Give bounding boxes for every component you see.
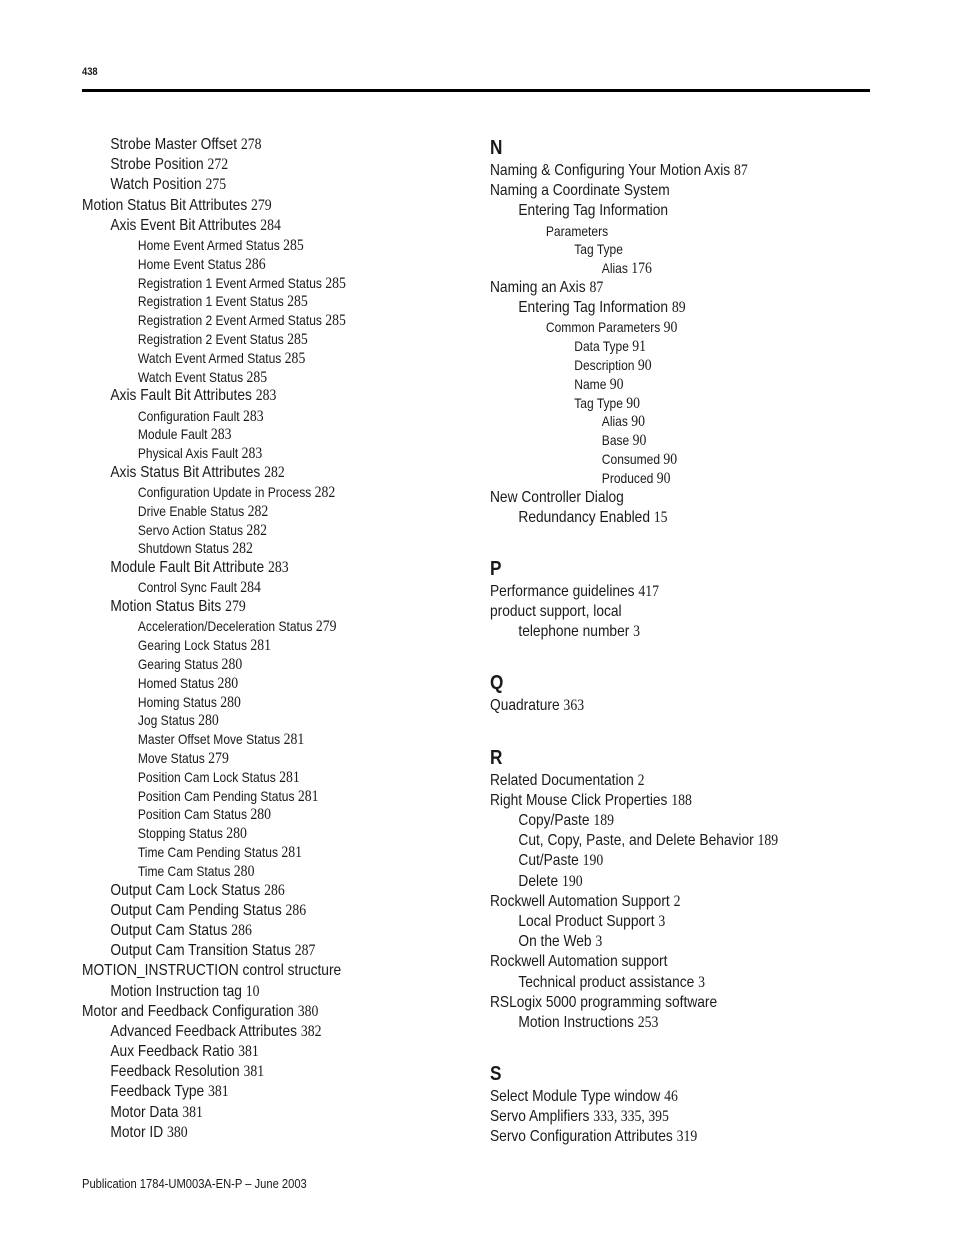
index-entry-text: On the Web: [518, 933, 592, 951]
index-entry-page: 282: [247, 502, 269, 520]
index-entry-page: 189: [593, 812, 614, 829]
index-entry: [490, 1127, 817, 1147]
index-entry-text: Tag Type: [574, 241, 623, 258]
index-entry: [490, 952, 817, 972]
index-entry-page: 286: [264, 881, 285, 899]
index-entry-text: Registration 1 Event Status: [137, 293, 284, 310]
index-entry: [82, 558, 426, 578]
index-entry-text: Master Offset Move Status: [137, 731, 281, 748]
index-entry-page: 280: [221, 656, 243, 674]
index-entry: [490, 298, 817, 318]
index-entry: [490, 1013, 817, 1033]
index-entry-text: Motion Status Bits: [110, 598, 222, 616]
index-entry: [82, 311, 426, 330]
index-entry-page: 286: [285, 901, 307, 919]
index-entry: [82, 1022, 426, 1042]
index-entry-text: Description: [574, 356, 635, 373]
index-entry-page: 281: [250, 637, 271, 655]
publication-footer: Publication 1784-UM003A-EN-P – June 2003: [82, 1176, 307, 1191]
index-section-letter: R: [490, 746, 503, 769]
index-entry-text: Servo Configuration Attributes: [490, 1128, 673, 1146]
index-entry-text: Local Product Support: [518, 912, 655, 930]
index-entry-page: 176: [631, 260, 652, 278]
index-entry-page: 287: [294, 942, 316, 960]
index-entry-page: 283: [267, 559, 289, 577]
index-section-letter: Q: [490, 672, 504, 695]
index-entry-text: product support, local: [490, 603, 622, 621]
index-entry-page: 381: [182, 1103, 203, 1121]
index-entry-text: Output Cam Pending Status: [110, 901, 282, 919]
index-entry: [82, 843, 426, 862]
index-entry: [490, 696, 817, 716]
index-entry-text: Jog Status: [137, 712, 195, 729]
index-entry: [82, 901, 426, 921]
index-entry-text: Gearing Status: [137, 656, 219, 673]
index-entry-text: Technical product assistance: [518, 973, 695, 991]
index-entry-page: 286: [231, 921, 252, 939]
index-entry: [82, 274, 426, 293]
index-entry-text: Servo Action Status: [137, 521, 243, 538]
index-entry: [490, 278, 817, 298]
index-entry: [82, 236, 426, 255]
index-entry: [82, 617, 426, 636]
index-entry: [490, 508, 817, 528]
index-entry-page: 283: [241, 445, 263, 463]
index-entry: [82, 135, 426, 155]
index-entry-page: 2: [637, 771, 645, 789]
index-entry: [490, 973, 817, 993]
section-gap: [490, 1033, 870, 1061]
index-entry-text: Control Sync Fault: [137, 579, 237, 596]
index-entry: [82, 444, 426, 463]
index-entry-text: Stopping Status: [137, 825, 223, 842]
index-entry-page: 3: [595, 933, 603, 951]
index-entry-page: 285: [325, 274, 346, 292]
index-entry-page: 282: [264, 463, 285, 481]
index-entry: [490, 201, 817, 221]
index-entry: [490, 892, 817, 912]
index-entry-page: 253: [637, 1013, 659, 1031]
index-entry: [82, 749, 426, 768]
index-entry-page: 272: [207, 156, 229, 174]
section-gap: [490, 528, 870, 556]
index-entry-text: Motor Data: [110, 1103, 179, 1121]
index-entry: [490, 318, 817, 337]
index-entry: [490, 582, 817, 602]
index-entry-page: 283: [210, 426, 232, 444]
index-entry-page: 280: [250, 806, 271, 824]
index-entry-text: Motion Status Bit Attributes: [82, 196, 248, 214]
index-entry-page: 282: [232, 540, 253, 558]
index-entry-page: 363: [563, 697, 585, 715]
index-entry-page: 90: [631, 413, 646, 431]
index-entry: [82, 655, 426, 674]
index-entry-page: 278: [240, 136, 262, 153]
index-entry-text: Strobe Master Offset: [110, 136, 238, 153]
index-entry-text: Homed Status: [137, 674, 215, 691]
index-entry: [82, 1062, 426, 1082]
index-entry-text: Position Cam Lock Status: [137, 768, 276, 785]
index-entry: [82, 1103, 426, 1123]
index-entry: [490, 337, 817, 356]
index-entry-page: 281: [281, 844, 302, 861]
index-entry-page: 319: [676, 1128, 698, 1146]
index-entry-text: Related Documentation: [490, 771, 634, 789]
index-entry: [82, 292, 426, 311]
index-entry-text: Time Cam Pending Status: [137, 844, 278, 860]
index-entry-page: 282: [314, 484, 336, 502]
index-section-letter: S: [490, 1063, 502, 1086]
index-entry-text: Delete: [518, 872, 559, 890]
index-entry-page: 285: [283, 236, 304, 254]
index-entry: [82, 349, 426, 368]
index-entry-text: Servo Amplifiers: [490, 1108, 590, 1126]
index-entry-text: Cut/Paste: [518, 852, 579, 870]
index-entry-text: Rockwell Automation Support: [490, 892, 670, 910]
index-entry: [490, 450, 817, 469]
index-entry-text: RSLogix 5000 programming software: [490, 993, 718, 1011]
index-entry-page: 283: [255, 387, 277, 405]
index-entry-page: 87: [589, 278, 604, 296]
index-entry: [490, 259, 817, 278]
index-right-column: [490, 135, 870, 1148]
index-entry-text: Shutdown Status: [137, 540, 229, 557]
index-entry: [82, 1002, 426, 1022]
index-entry-page: 190: [582, 852, 604, 870]
index-entry-page: 281: [297, 787, 319, 805]
index-entry: [490, 240, 817, 259]
index-entry: [82, 330, 426, 349]
index-entry-text: Base: [601, 432, 630, 449]
index-entry-text: Watch Event Status: [137, 368, 244, 385]
section-gap: [490, 717, 870, 745]
index-entry-page: 2: [673, 892, 681, 910]
index-entry-text: Motion Instruction tag: [110, 982, 242, 1000]
index-entry-page: 15: [653, 508, 668, 526]
index-entry: [490, 412, 817, 431]
index-entry-text: Physical Axis Fault: [137, 445, 239, 462]
index-entry-text: Position Cam Status: [137, 806, 247, 823]
index-entry-text: Module Fault: [137, 426, 208, 443]
index-entry-page: 285: [246, 368, 268, 386]
index-entry-page: 333, 335, 395: [593, 1108, 669, 1126]
index-entry-text: Acceleration/Deceleration Status: [137, 618, 313, 635]
index-entry: [490, 1107, 817, 1127]
index-entry-text: Copy/Paste: [518, 812, 590, 829]
index-entry: [490, 488, 817, 508]
index-entry-page: 285: [287, 330, 308, 348]
index-entry: [490, 431, 817, 450]
index-entry: [82, 425, 426, 444]
index-entry-page: 280: [198, 712, 219, 730]
index-entry-text: Aux Feedback Ratio: [110, 1043, 235, 1061]
index-entry: [490, 993, 817, 1013]
index-entry: [490, 932, 817, 952]
index-entry-text: Registration 1 Event Armed Status: [137, 274, 322, 291]
index-entry: [490, 771, 817, 791]
index-entry: [82, 862, 426, 881]
index-entry-text: Naming a Coordinate System: [490, 182, 670, 200]
index-entry-page: 283: [242, 407, 264, 425]
index-entry-text: Motion Instructions: [518, 1013, 634, 1031]
index-entry-text: Cut, Copy, Paste, and Delete Behavior: [518, 832, 754, 850]
index-entry-text: Watch Event Armed Status: [137, 349, 282, 366]
index-entry-text: Produced: [601, 469, 654, 486]
index-entry-text: Right Mouse Click Properties: [490, 791, 668, 809]
index-entry-text: Home Event Status: [137, 255, 242, 272]
index-entry-page: 90: [609, 375, 624, 393]
index-entry-text: Feedback Type: [110, 1083, 205, 1101]
index-entry: [82, 674, 426, 693]
index-entry-page: 10: [245, 982, 260, 1000]
index-entry: [82, 386, 426, 406]
index-entry-page: 279: [208, 750, 229, 768]
index-entry: [490, 375, 817, 394]
index-entry-text: Redundancy Enabled: [518, 508, 650, 526]
index-entry: [490, 622, 817, 642]
index-entry: [82, 539, 426, 558]
index-entry-page: 281: [283, 731, 305, 749]
index-entry-text: Watch Position: [110, 176, 202, 194]
page-number: 438: [82, 66, 98, 78]
index-entry-text: Output Cam Status: [110, 921, 228, 939]
index-entry: [82, 578, 426, 597]
index-entry-page: 3: [698, 973, 706, 991]
index-entry-text: Motor ID: [110, 1123, 164, 1141]
index-entry-text: Drive Enable Status: [137, 502, 245, 519]
index-entry-text: Naming & Configuring Your Motion Axis: [490, 162, 731, 179]
index-entry-page: 285: [284, 349, 306, 367]
index-entry: [82, 175, 426, 195]
index-entry: [490, 872, 817, 892]
index-entry-text: Module Fault Bit Attribute: [110, 559, 265, 577]
index-entry-text: Feedback Resolution: [110, 1063, 240, 1081]
index-entry: [490, 791, 817, 811]
index-entry: [490, 912, 817, 932]
index-entry-page: 380: [166, 1123, 188, 1141]
index-entry: [490, 181, 817, 201]
index-entry-page: 90: [656, 469, 671, 487]
index-entry-page: 286: [244, 255, 266, 273]
index-entry-text: Home Event Armed Status: [137, 236, 280, 253]
index-entry-page: 284: [260, 216, 281, 234]
index-entry: [82, 941, 426, 961]
index-entry: [82, 730, 426, 749]
index-entry-text: Parameters: [545, 222, 609, 239]
index-entry: [82, 407, 426, 426]
header-rule: [82, 89, 870, 92]
index-entry-text: Configuration Fault: [137, 407, 240, 424]
index-entry: [82, 921, 426, 941]
index-entry: [82, 255, 426, 274]
index-entry: [82, 805, 426, 824]
index-entry-page: 90: [632, 432, 647, 450]
index-entry: [490, 831, 817, 851]
index-entry: [82, 881, 426, 901]
index-entry: [82, 155, 426, 175]
index-entry: [490, 851, 817, 871]
index-entry-page: 90: [637, 356, 652, 374]
index-entry: [82, 787, 426, 806]
index-entry-page: 417: [638, 582, 660, 600]
index-entry-text: Alias: [601, 260, 628, 277]
index-entry-page: 189: [757, 832, 779, 850]
index-entry-text: Time Cam Status: [137, 862, 231, 879]
index-entry-page: 90: [663, 450, 678, 468]
index-entry-text: Common Parameters: [545, 319, 661, 336]
index-entry-page: 381: [208, 1083, 229, 1101]
index-entry-page: 46: [664, 1088, 678, 1106]
section-gap: [490, 642, 870, 670]
index-entry: [490, 394, 817, 413]
index-entry-text: Rockwell Automation support: [490, 953, 668, 971]
index-entry-text: Axis Status Bit Attributes: [110, 463, 261, 481]
index-entry-text: Configuration Update in Process: [137, 484, 312, 501]
index-entry-page: 3: [658, 912, 666, 930]
index-entry-text: Move Status: [137, 750, 205, 767]
index-entry-text: telephone number: [518, 623, 630, 641]
index-entry-page: 279: [315, 618, 337, 636]
index-entry-text: Alias: [601, 413, 628, 430]
index-entry: [82, 1082, 426, 1102]
index-entry-text: Motor and Feedback Configuration: [82, 1002, 294, 1020]
index-entry-page: 3: [633, 623, 641, 641]
index-entry: [82, 463, 426, 483]
index-entry-page: 89: [671, 299, 686, 317]
index-entry: [490, 811, 817, 831]
index-entry-page: 282: [246, 521, 267, 539]
index-entry-text: Entering Tag Information: [518, 299, 669, 317]
index-entry-page: 380: [297, 1002, 319, 1020]
index-entry: [82, 982, 426, 1002]
index-entry: [490, 602, 817, 622]
index-entry-text: Registration 2 Event Status: [137, 330, 284, 347]
index-entry-text: Name: [574, 375, 607, 392]
index-entry-text: Entering Tag Information: [518, 202, 669, 220]
index-entry: [82, 483, 426, 502]
index-entry-page: 280: [220, 693, 241, 711]
index-entry-page: 284: [240, 579, 261, 597]
index-entry-page: 281: [279, 768, 300, 786]
index-entry: [490, 469, 817, 488]
index-entry: [82, 768, 426, 787]
index-entry-page: 382: [300, 1022, 322, 1040]
index-entry-text: Quadrature: [490, 697, 560, 715]
index-entry-text: Consumed: [601, 450, 661, 467]
index-entry: [82, 824, 426, 843]
index-section-letter: N: [490, 137, 503, 159]
index-entry: [490, 1087, 817, 1107]
index-entry: [82, 216, 426, 236]
index-entry-text: Naming an Axis: [490, 278, 586, 296]
index-entry-page: 279: [251, 196, 272, 214]
index-entry-text: Output Cam Lock Status: [110, 881, 261, 899]
index-entry: [82, 196, 426, 216]
index-entry-page: 285: [287, 293, 308, 311]
index-entry-page: 87: [733, 162, 748, 179]
index-entry-page: 190: [561, 872, 583, 890]
index-entry: [82, 368, 426, 387]
index-entry-text: Registration 2 Event Armed Status: [137, 312, 322, 329]
index-entry-page: 280: [233, 862, 255, 880]
index-entry-text: Data Type: [574, 338, 629, 355]
index-entry-text: Output Cam Transition Status: [110, 942, 291, 960]
index-entry: [490, 161, 817, 181]
index-entry-text: Tag Type: [574, 394, 623, 411]
index-entry-page: 280: [217, 674, 239, 692]
index-entry-text: Gearing Lock Status: [137, 637, 247, 654]
index-entry-text: Performance guidelines: [490, 582, 635, 600]
index-entry: [82, 1042, 426, 1062]
index-entry: [82, 521, 426, 540]
index-entry-page: 188: [671, 791, 692, 809]
index-entry-text: New Controller Dialog: [490, 488, 624, 506]
index-entry-text: Position Cam Pending Status: [137, 787, 295, 804]
index-entry-page: 280: [226, 825, 247, 843]
index-entry-page: 285: [325, 312, 346, 330]
index-section-letter: P: [490, 557, 502, 580]
index-entry: [82, 597, 426, 617]
index-entry-page: 275: [205, 176, 227, 194]
index-entry: [82, 693, 426, 712]
index-entry-text: MOTION_INSTRUCTION control structure: [82, 962, 342, 980]
index-left-column: [82, 135, 482, 1143]
index-entry-text: Axis Event Bit Attributes: [110, 216, 257, 234]
index-entry-page: 381: [238, 1043, 259, 1061]
index-entry-page: 91: [632, 338, 647, 356]
index-entry: [490, 356, 817, 375]
index-entry: [82, 711, 426, 730]
index-entry-text: Strobe Position: [110, 156, 204, 174]
index-entry-page: 279: [225, 598, 246, 616]
index-entry: [82, 636, 426, 655]
index-entry-text: Homing Status: [137, 693, 217, 710]
index-entry-page: 381: [243, 1063, 265, 1081]
index-entry: [82, 961, 426, 981]
index-entry-text: Axis Fault Bit Attributes: [110, 387, 252, 405]
index-entry-text: Advanced Feedback Attributes: [110, 1022, 298, 1040]
index-entry-page: 90: [626, 394, 641, 412]
index-entry-page: 90: [663, 319, 678, 337]
index-entry-text: Select Module Type window: [490, 1088, 661, 1106]
index-entry: [82, 502, 426, 521]
index-entry: [82, 1123, 426, 1143]
index-entry: [490, 222, 817, 241]
